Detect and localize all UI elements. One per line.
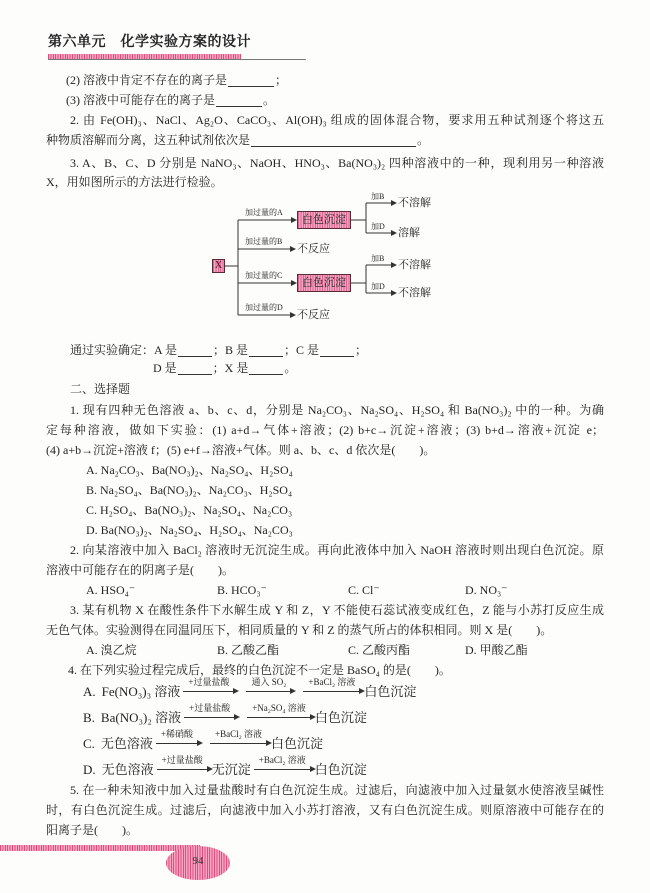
branch-label-b: 加过量的B — [245, 237, 283, 246]
reaction-arrow — [157, 753, 212, 779]
option-label: D. — [83, 762, 96, 777]
question-3-line-1: 3. 某有机物 X 在酸性条件下水解生成 Y 和 Z，Y 不能使石蕊试液变成红色，Z 能与小苏打反应生成 — [70, 603, 604, 617]
answer-blank-c — [320, 343, 354, 357]
starting-solution: 无色溶液 — [101, 762, 154, 777]
arrow-icon — [254, 769, 312, 770]
question-text: 种物质溶解而分离，这五种试剂依次是 — [46, 133, 251, 147]
branch-label-d: 加过量的D — [245, 303, 283, 312]
option-d-flow — [83, 753, 367, 779]
conclusion-text: ；B 是 — [213, 343, 249, 357]
precipitate-box-a: 白色沉淀 — [297, 211, 351, 229]
option-c: C. Cl⁻ — [348, 583, 380, 597]
intermediate-product: 无沉淀 — [211, 762, 251, 777]
option-b: B. HCO₃⁻ — [217, 583, 267, 597]
question-2-line-1: 2. 由 Fe(OH)₃、NaCl、Ag₂O、CaCO₃、Al(OH)₃ 组成的固体混合物，要求用五种试剂逐个将这五 — [70, 113, 604, 127]
arrow-icon — [184, 717, 236, 718]
arrow-icon — [157, 769, 209, 770]
branch-label-a: 加过量的A — [245, 208, 283, 217]
product: 白色沉淀 — [314, 762, 367, 777]
starting-solution: 无色溶液 — [100, 736, 153, 751]
question-1-line-1: 1. 现有四种无色溶液 a、b、c、d，分别是 Na₂CO₃、Na₂SO₄、H₂SO₄ 和 Ba(NO₃)₂ 中的一种。为确 — [70, 403, 604, 417]
branch-result-d: 不反应 — [297, 309, 330, 321]
sub-branch-result: 溶解 — [398, 227, 420, 239]
question-line — [66, 90, 275, 110]
punctuation: ； — [275, 73, 288, 87]
conclusion-text: D 是 — [153, 361, 177, 375]
answer-blank — [216, 93, 262, 107]
option-c: C. 乙酸丙酯 — [348, 643, 411, 657]
arrow-icon — [210, 743, 268, 744]
conclusion-text: 通过实验确定：A 是 — [70, 343, 178, 357]
conclusion-line-2 — [153, 358, 296, 378]
sub-branch-result: 不溶解 — [398, 197, 431, 209]
sub-branch-label: 加D — [371, 282, 385, 291]
sub-branch-label: 加B — [371, 192, 385, 201]
unit-title: 第六单元 化学实验方案的设计 — [48, 34, 251, 50]
option-a: A. HSO₄⁻ — [86, 583, 136, 597]
conclusion-line-1 — [70, 340, 367, 360]
question-4-stem: 4. 在下列实验过程完成后，最终的白色沉淀不一定是 BaSO₄ 的是( )。 — [68, 663, 451, 677]
question-1-line-2: 定每种溶液，做如下实验：(1) a+d→气体+溶液；(2) b+c→沉淀+溶液；(3) b+d→溶液+沉淀 e； — [46, 423, 604, 437]
section-title: 二、选择题 — [70, 382, 131, 396]
arrow-icon — [246, 691, 292, 692]
conclusion-text: ；C 是 — [284, 343, 320, 357]
product: 白色沉淀 — [314, 710, 367, 725]
branch-result-b: 不反应 — [297, 243, 330, 255]
sub-branch-result: 不溶解 — [398, 287, 431, 299]
reagent-label: +过量盐酸 — [189, 703, 231, 713]
question-5-line-2: 时，有白色沉淀生成。过滤后，向滤液中加入小苏打溶液，又有白色沉淀生成。则原溶液中可能存在的 — [46, 803, 604, 817]
arrow-icon — [247, 717, 312, 718]
reaction-arrow — [246, 675, 295, 701]
answer-blank-x — [249, 361, 283, 375]
option-b-flow — [83, 701, 367, 727]
question-5-line-1: 5. 在一种未知液中加入过量盐酸时有白色沉淀生成。过滤后，向滤液中加入过量氨水使溶液呈碱性 — [70, 783, 604, 797]
reaction-arrow — [247, 701, 315, 727]
product: 白色沉淀 — [270, 736, 323, 751]
option-d: D. 甲酸乙酯 — [465, 643, 528, 657]
reaction-arrow — [254, 753, 315, 779]
question-2-line-2 — [46, 130, 429, 150]
question-5-line-3: 阳离子是( )。 — [46, 823, 138, 837]
reagent-label: +过量盐酸 — [161, 755, 203, 765]
branch-label-c: 加过量的C — [245, 271, 283, 280]
punctuation: 。 — [417, 133, 430, 147]
punctuation: ； — [355, 343, 368, 357]
experiment-flow-diagram — [200, 185, 460, 335]
answer-blank-b — [249, 343, 283, 357]
option-label: B. — [83, 710, 95, 725]
question-2-line-1: 2. 向某溶液中加入 BaCl₂ 溶液时无沉淀生成。再向此液体中加入 NaOH 溶液时则出现白色沉淀。原 — [70, 543, 604, 557]
punctuation: 。 — [284, 361, 297, 375]
sub-branch-result: 不溶解 — [398, 259, 431, 271]
option-d: D. NO₃⁻ — [465, 583, 508, 597]
question-text: (3) 溶液中可能存在的离子是 — [66, 93, 215, 107]
product: 白色沉淀 — [364, 684, 417, 699]
sub-branch-label: 加B — [371, 254, 385, 263]
option-b: B. Na₂SO₄、Ba(NO₃)₂、Na₂CO₃、H₂SO₄ — [86, 483, 293, 497]
arrow-icon — [303, 691, 361, 692]
reaction-arrow — [303, 675, 364, 701]
reaction-arrow — [184, 701, 239, 727]
solution-x-box: X — [212, 259, 225, 273]
reagent-label: +BaCl₂ 溶液 — [258, 755, 306, 765]
option-c: C. H₂SO₄、Ba(NO₃)₂、Na₂SO₄、Na₂CO₃ — [86, 503, 293, 517]
footer-pink-bar — [0, 845, 200, 851]
reaction-arrow — [156, 727, 202, 753]
question-3-line-2: 无色气体。实验测得在同温同压下，相同质量的 Y 和 Z 的蒸气所占的体积相同。则 X 是( )。 — [46, 623, 553, 637]
option-label: C. — [83, 736, 95, 751]
page-number: 94 — [192, 855, 204, 867]
reagent-label: +Na₂SO₄ 溶液 — [252, 703, 306, 713]
option-b: B. 乙酸乙酯 — [217, 643, 280, 657]
conclusion-text: ；X 是 — [212, 361, 249, 375]
reagent-label: +BaCl₂ 溶液 — [308, 677, 356, 687]
question-2-line-2: 溶液中可能存在的阴离子是( )。 — [46, 563, 234, 577]
arrow-icon — [156, 743, 199, 744]
option-a-flow — [83, 675, 416, 701]
option-a: A. 溴乙烷 — [86, 643, 137, 657]
question-3-line-2: X，用如图所示的方法进行检验。 — [46, 175, 223, 189]
reaction-arrow — [183, 675, 238, 701]
answer-blank — [251, 133, 416, 147]
option-d: D. Ba(NO₃)₂、Na₂SO₄、H₂SO₄、Na₂CO₃ — [86, 523, 293, 537]
answer-blank-d — [178, 361, 212, 375]
starting-solution: Ba(NO₃)₂ 溶液 — [100, 710, 182, 725]
sub-branch-label: 加D — [371, 222, 385, 231]
arrow-icon — [183, 691, 235, 692]
starting-solution: Fe(NO₃)₃ 溶液 — [101, 684, 181, 699]
question-3-line-1: 3. A、B、C、D 分别是 NaNO₃、NaOH、HNO₃、Ba(NO₃)₂ 四种溶液中的一种，现利用另一种溶液 — [70, 156, 604, 170]
question-line — [66, 70, 287, 90]
reagent-label: +稀硝酸 — [160, 729, 194, 739]
precipitate-box-c: 白色沉淀 — [297, 274, 351, 292]
header-rule — [48, 59, 306, 60]
answer-blank-a — [178, 343, 212, 357]
reagent-label: 通入 SO₂ — [251, 677, 287, 687]
answer-blank — [228, 73, 274, 87]
reagent-label: +BaCl₂ 溶液 — [215, 729, 262, 739]
option-c-flow — [83, 727, 323, 753]
question-1-line-3: (4) a+b→沉淀+溶液 f；(5) e+f→溶液+气体。则 a、b、c、d 依次是( )。 — [46, 443, 436, 457]
reaction-arrow — [210, 727, 271, 753]
question-text: (2) 溶液中肯定不存在的离子是 — [66, 73, 227, 87]
option-a: A. Na₂CO₃、Ba(NO₃)₂、Na₂SO₄、H₂SO₄ — [86, 463, 293, 477]
punctuation: 。 — [263, 93, 276, 107]
reagent-label: +过量盐酸 — [188, 677, 230, 687]
option-label: A. — [83, 684, 96, 699]
